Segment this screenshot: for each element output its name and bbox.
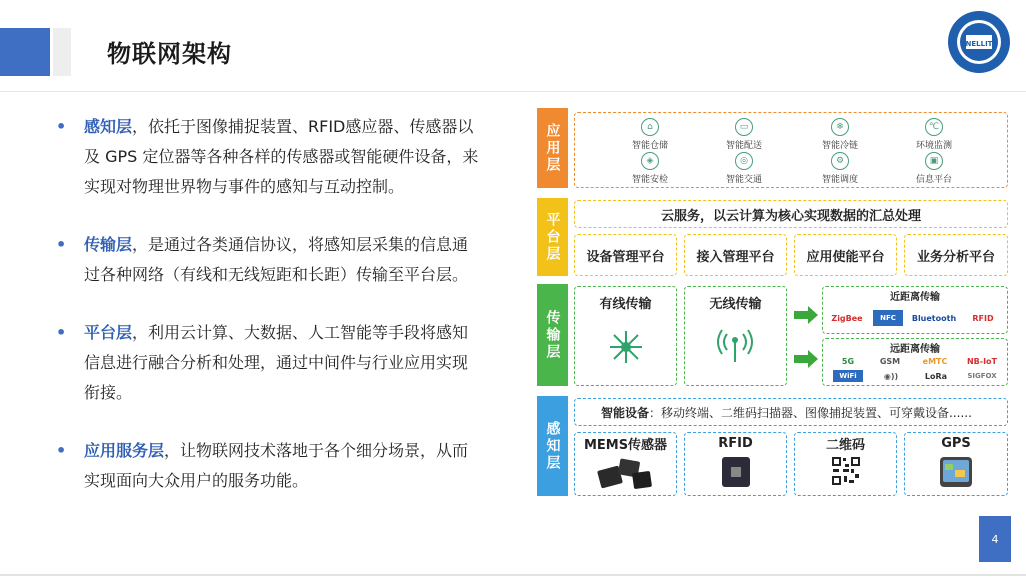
warehouse-icon: ⌂ [641,118,659,136]
platform-box: 接入管理平台 [684,234,787,276]
emtc-logo: eMTC [922,356,948,366]
arrow-right-icon [794,350,818,368]
nbiot-logo: NB-IoT [966,356,998,366]
smart-devices-title: 智能设备 [601,405,650,420]
university-logo-icon [946,9,1012,75]
app-item [894,152,974,185]
platform-layer-label: 平台层 [537,198,568,276]
delivery-icon: ▭ [735,118,753,136]
app-item [610,118,690,151]
app-layer-label: 应用层 [537,108,568,188]
rfid-tag-icon [721,456,751,488]
bullet-keyword: 应用服务层 [84,441,165,460]
app-item [704,152,784,185]
device-label: RFID [718,435,753,451]
app-item-label: 智能交通 [725,175,762,185]
rfid-logo: RFID [972,313,994,323]
iot-architecture-diagram [537,108,1012,500]
bullet-text: ，让物联网技术落地于各个细分场景，从而 [164,441,469,460]
title-gray-block [53,28,71,76]
logo-text: NELLIT [965,40,993,48]
device-label: 二维码 [825,437,865,453]
footer-divider [0,574,1026,576]
device-label: GPS [941,435,971,451]
nfc-logo: NFC [873,310,903,326]
title-divider [0,91,1026,92]
antenna-icon [715,328,755,364]
page-number: 4 [979,516,1011,562]
cloud-service-box: 云服务，以云计算为核心实现数据的汇总处理 [574,200,1008,228]
qr-code-icon [831,456,861,486]
lora-logo: LoRa [924,371,948,381]
bullet-dot: • [56,117,67,136]
5g-logo: 5G [841,356,855,366]
app-item-label: 智能配送 [725,141,762,151]
transport-layer-label: 传输层 [537,284,568,386]
shield-icon: ◈ [641,152,659,170]
dispatch-icon: ⚙ [831,152,849,170]
app-item [610,152,690,185]
wifi-logo: WiFi [833,370,863,382]
bullet-keyword: 感知层 [84,117,133,136]
device-label: MEMS传感器 [583,437,668,453]
app-item-label: 智能仓储 [631,141,668,151]
sigfox-logo: SIGFOX [967,372,997,380]
bullet-text: 实现对物理世界物与事件的感知与互动控制。 [84,177,405,196]
app-item [894,118,974,151]
bullet-text: 衔接。 [84,383,133,402]
app-item-label: 智能安检 [631,175,668,185]
traffic-icon: ◎ [735,152,753,170]
app-item [800,152,880,185]
bluetooth-logo: Bluetooth [911,313,957,323]
app-item [704,118,784,151]
app-item-label: 智能冷链 [821,141,858,151]
short-range-label: 近距离传输 [890,291,940,303]
platform-box: 应用使能平台 [794,234,897,276]
bullet-transport [56,230,516,290]
signal-logo-icon: ◉)) [883,371,899,381]
title-accent-block [0,28,50,76]
network-hub-icon [607,328,645,366]
wireless-label: 无线传输 [709,296,762,312]
bullet-platform [56,318,516,408]
page-title: 物联网架构 [107,40,232,68]
thermometer-icon: ℃ [925,118,943,136]
bullet-text: 实现面向大众用户的服务功能。 [84,471,309,490]
monitor-icon: ▣ [925,152,943,170]
bullet-text: ，利用云计算、大数据、人工智能等手段将感知 [132,323,469,342]
arrow-right-icon [794,306,818,324]
bullet-text: ，是通过各类通信协议，将感知层采集的信息通 [132,235,469,254]
bullet-keyword: 平台层 [84,323,133,342]
bullet-text: 及 GPS 定位器等各种各样的传感器或智能硬件设备，来 [84,147,479,166]
bullet-list [56,112,516,524]
bullet-keyword: 传输层 [84,235,133,254]
cold-chain-icon: ❄ [831,118,849,136]
bullet-application [56,436,516,496]
bullet-perception [56,112,516,202]
platform-box: 设备管理平台 [574,234,677,276]
bullet-text: 过各种网络（有线和无线短距和长距）传输至平台层。 [84,265,469,284]
app-item-label: 智能调度 [821,175,858,185]
smart-devices-box [574,398,1008,426]
app-item-label: 环境监测 [915,141,952,151]
app-item-label: 信息平台 [915,175,952,185]
gps-device-icon [939,456,973,488]
wired-label: 有线传输 [599,296,652,312]
gsm-logo: GSM [879,356,901,366]
bullet-dot: • [56,441,67,460]
platform-box: 业务分析平台 [904,234,1008,276]
bullet-dot: • [56,323,67,342]
perception-layer-label: 感知层 [537,396,568,496]
app-item [800,118,880,151]
bullet-text: ，依托于图像捕捉装置、RFID感应器、传感器以 [132,117,474,136]
bullet-dot: • [56,235,67,254]
zigbee-logo: ZigBee [831,313,863,323]
bullet-text: 信息进行融合分析和处理，通过中间件与行业应用实现 [84,353,469,372]
long-range-label: 远距离传输 [890,343,940,355]
smart-devices-text: ：移动终端、二维码扫描器、图像捕捉装置、可穿戴设备...... [649,405,972,420]
mems-chip-icon [595,454,655,490]
